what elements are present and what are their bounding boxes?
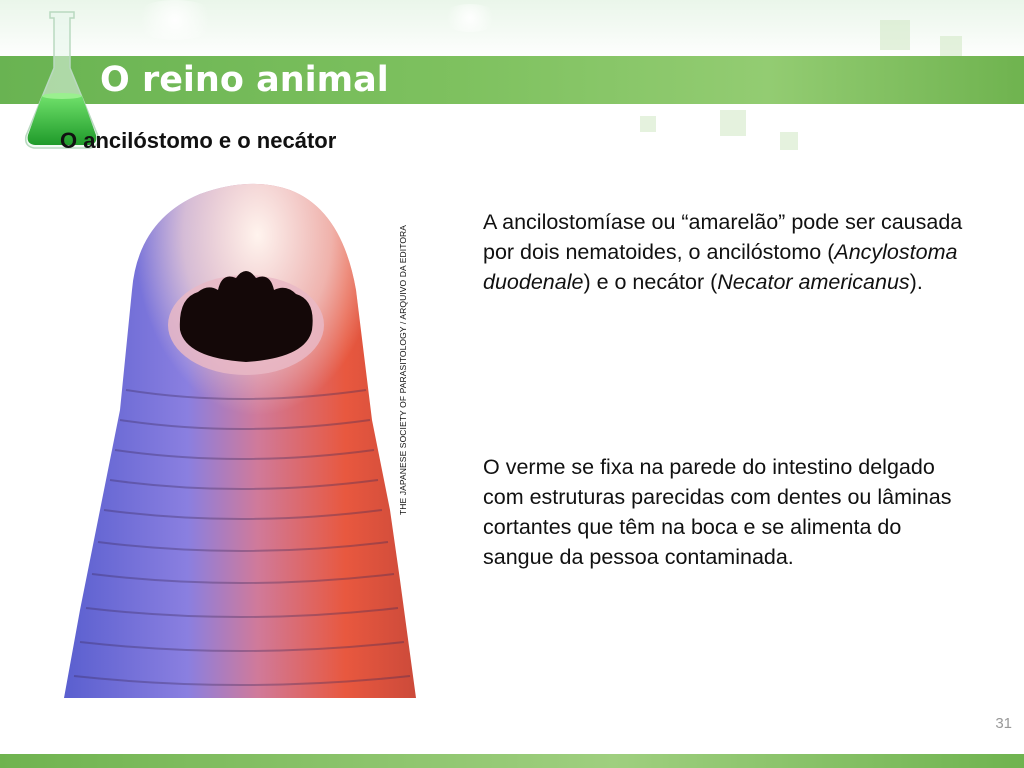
page-number: 31 (995, 715, 1012, 732)
sparkle (440, 4, 500, 32)
footer-band (0, 754, 1024, 768)
paragraph-ancilostomiase (483, 207, 973, 297)
species-name: Ancylostoma duodenale (483, 240, 958, 294)
paragraph-text: ) e o necátor ( (583, 270, 718, 294)
species-name: Necator americanus (717, 270, 910, 294)
decor-square (720, 110, 746, 136)
hookworm-photo (60, 180, 416, 698)
decor-square (880, 20, 910, 50)
slide-subtitle: O ancilóstomo e o necátor (60, 128, 337, 153)
paragraph-text: A ancilostomíase ou “amarelão” pode ser causada por dois nematoides, o ancilóstomo ( (483, 210, 963, 264)
paragraph-verme: O verme se fixa na parede do intestino delgado com estruturas parecidas com dentes ou lâminas cortantes que têm na boca e se alimenta do sangue da pessoa contaminada. (483, 455, 952, 569)
decor-square (640, 116, 656, 132)
image-credit: THE JAPANESE SOCIETY OF PARASITOLOGY / ARQUIVO DA EDITORA (398, 224, 408, 515)
sparkle (130, 0, 220, 40)
slide-title: O reino animal (100, 60, 389, 100)
paragraph-text: ). (909, 270, 923, 294)
decor-square (940, 36, 962, 58)
decor-square (780, 132, 798, 150)
